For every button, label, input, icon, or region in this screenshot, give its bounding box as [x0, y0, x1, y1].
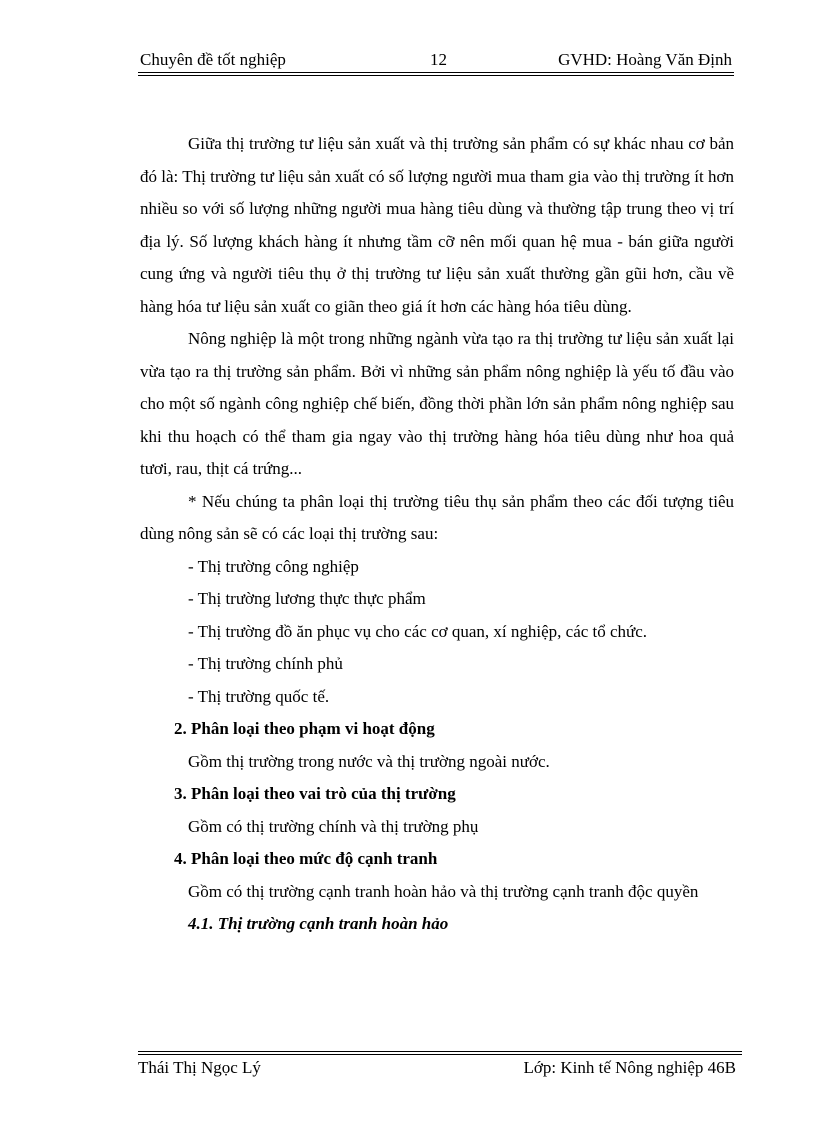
list-item: - Thị trường đồ ăn phục vụ cho các cơ quan, xí nghiệp, các tổ chức.	[188, 621, 648, 641]
paragraph-1: Giữa thị trường tư liệu sản xuất và thị trường sản phẩm có sự khác nhau cơ bản đó là: Thị trường tư liệu sản xuất có số lượng người mua tham gia vào thị trường ít hơn nhiều so với số lượng những người mua hàng tiêu dùng và thường tập trung theo vị trí địa lý. Số lượng khách hàng ít nhưng tầm cỡ nên mối quan hệ mua - bán giữa người cung ứng và người tiêu thụ ở thị trường tư liệu sản xuất thường gần gũi hơn, cầu về hàng hóa tư liệu sản xuất co giãn theo giá ít hơn các hàng hóa tiêu dùng.	[140, 134, 734, 316]
header-divider	[138, 72, 734, 73]
section-text-2: Gồm thị trường trong nước và thị trường ngoài nước.	[188, 751, 550, 771]
section-heading-2: 2. Phân loại theo phạm vi hoạt động	[174, 719, 435, 738]
header-supervisor: GVHD: Hoàng Văn Định	[558, 50, 732, 69]
footer-divider	[138, 1051, 742, 1052]
section-heading-3: 3. Phân loại theo vai trò của thị trường	[174, 784, 456, 803]
paragraph-3: * Nếu chúng ta phân loại thị trường tiêu thụ sản phẩm theo các đối tượng tiêu dùng nông sản sẽ có các loại thị trường sau:	[140, 491, 734, 543]
document-body	[140, 128, 734, 941]
subsection-heading-4-1: 4.1. Thị trường cạnh tranh hoàn hảo	[188, 914, 449, 933]
footer-class: Lớp: Kinh tế Nông nghiệp 46B	[523, 1058, 736, 1077]
page-number: 12	[430, 50, 447, 69]
list-item: - Thị trường công nghiệp	[188, 556, 359, 576]
section-heading-4: 4. Phân loại theo mức độ cạnh tranh	[174, 849, 438, 868]
list-item: - Thị trường lương thực thực phẩm	[188, 589, 426, 608]
footer-divider-double	[138, 1054, 742, 1055]
header-divider-double	[138, 75, 734, 76]
page-header	[138, 46, 734, 72]
list-item: - Thị trường quốc tế.	[188, 686, 330, 706]
section-text-3: Gồm có thị trường chính và thị trường phụ	[188, 816, 479, 836]
page-footer	[138, 1056, 742, 1082]
footer-author: Thái Thị Ngọc Lý	[138, 1058, 261, 1077]
section-text-4: Gồm có thị trường cạnh tranh hoàn hảo và thị trường cạnh tranh độc quyền	[188, 881, 699, 901]
paragraph-2: Nông nghiệp là một trong những ngành vừa tạo ra thị trường tư liệu sản xuất lại vừa tạo ra thị trường sản phẩm. Bởi vì những sản phẩm nông nghiệp là yếu tố đầu vào cho một số ngành công nghiệp chế biến, đồng thời phần lớn sản phẩm nông nghiệp sau khi thu hoạch có thể tham gia ngay vào thị trường hàng hóa tiêu dùng như hoa quả tươi, rau, thịt cá trứng...	[140, 329, 734, 478]
list-item: - Thị trường chính phủ	[188, 654, 343, 673]
header-title: Chuyên đề tốt nghiệp	[140, 50, 286, 69]
